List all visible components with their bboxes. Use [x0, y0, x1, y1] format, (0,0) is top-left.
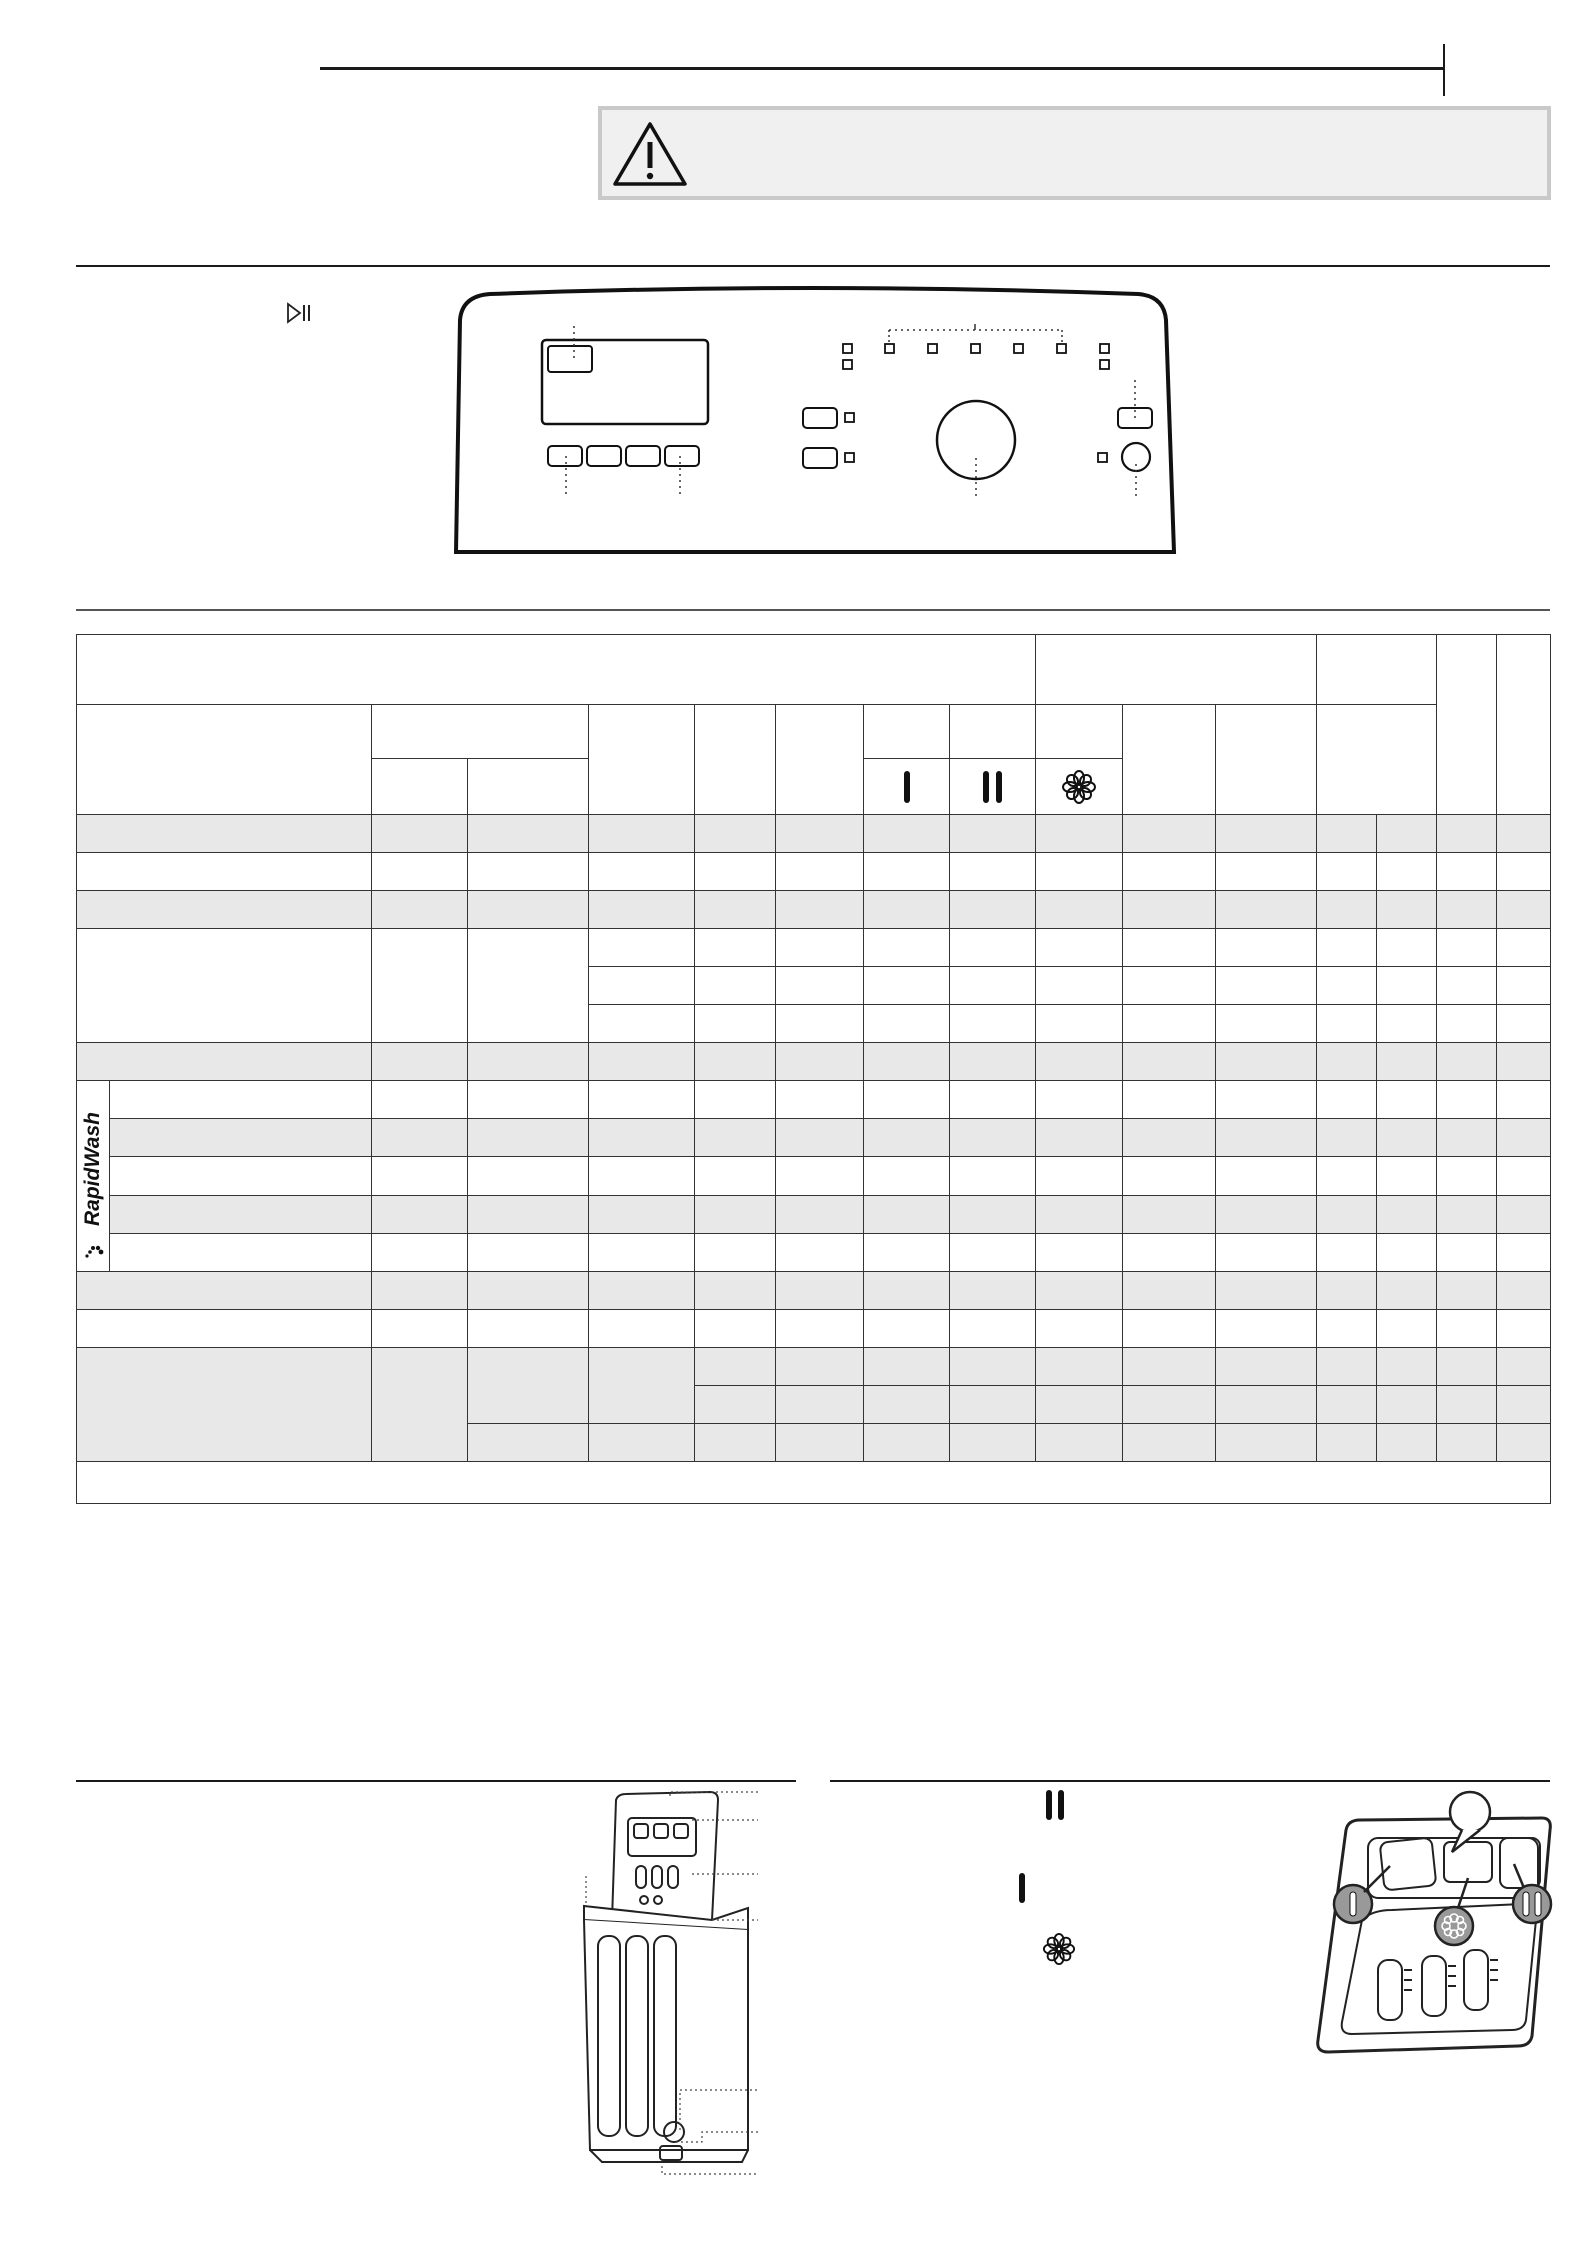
play-pause-icon [286, 302, 312, 324]
table-header-cell [1317, 635, 1437, 705]
table-row [77, 1119, 1551, 1157]
table-header-cell [372, 759, 468, 815]
table-header-cell [776, 705, 864, 815]
rapidwash-logo [78, 1086, 108, 1266]
prewash-symbol-cell [864, 759, 950, 815]
control-panel-diagram [448, 282, 1178, 558]
washing-machine-diagram [572, 1790, 762, 2180]
header-rule-end-tick [1443, 44, 1445, 96]
detergent-dispenser-diagram [1312, 1790, 1554, 2060]
flower-icon [1061, 769, 1097, 805]
table-row [77, 815, 1551, 853]
table-header-cell [1437, 635, 1497, 815]
flower-icon [1042, 1932, 1076, 1966]
table-row [77, 1309, 1551, 1347]
section-rule-dispenser [830, 1780, 1550, 1782]
warning-box [598, 106, 1551, 200]
prewash-symbol-icon [901, 770, 913, 804]
table-header-cell [372, 705, 589, 759]
mainwash-symbol-cell [950, 759, 1036, 815]
table-header-cell [1036, 705, 1123, 759]
section-rule-control-panel [76, 265, 1550, 267]
table-row [77, 853, 1551, 891]
table-header-cell [695, 705, 776, 815]
table-header-cell [77, 635, 1036, 705]
table-row [77, 1043, 1551, 1081]
table-row [77, 1347, 1551, 1385]
table-header-programme [77, 705, 372, 815]
header-rule [320, 67, 1444, 70]
table-row [77, 1233, 1551, 1271]
table-row [77, 1195, 1551, 1233]
warning-triangle-icon [612, 120, 688, 188]
table-header-cell [950, 705, 1036, 759]
table-footer-row [77, 1461, 1551, 1503]
programme-table [76, 634, 1551, 1504]
prewash-symbol-icon [1016, 1872, 1028, 1904]
section-rule-machine [76, 1780, 796, 1782]
table-header-dispenser [1036, 635, 1317, 705]
table-header-cell [589, 705, 695, 815]
table-row [77, 929, 1551, 967]
table-row [77, 1081, 1551, 1119]
svg-text:RapidWash: RapidWash [81, 1112, 104, 1226]
rapidwash-label-cell [77, 1081, 110, 1271]
table-header-cell [1123, 705, 1216, 815]
table-row [77, 1157, 1551, 1195]
table-row [77, 891, 1551, 929]
table-header-cell [864, 705, 950, 759]
section-rule-programme-table [76, 609, 1550, 611]
mainwash-symbol-icon [1043, 1789, 1067, 1821]
softener-symbol-cell [1036, 759, 1123, 815]
table-header-cell [1497, 635, 1551, 815]
mainwash-symbol-icon [980, 770, 1006, 804]
table-header-cell [468, 759, 589, 815]
table-header-cell [1216, 705, 1317, 815]
table-row [77, 1271, 1551, 1309]
